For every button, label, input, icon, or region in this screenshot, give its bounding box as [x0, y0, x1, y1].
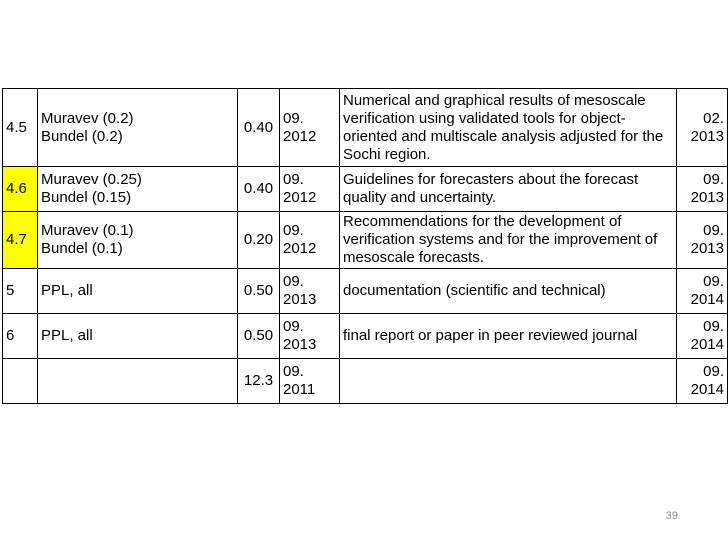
participant: PPL, all	[41, 327, 93, 344]
participants-cell	[38, 314, 238, 359]
effort-value: 0.50	[238, 269, 280, 314]
start-month: 09.	[283, 171, 304, 188]
participants-cell	[38, 167, 238, 212]
participant: Bundel (0.1)	[41, 240, 123, 257]
effort-value: 0.20	[238, 212, 280, 269]
start-year: 2012	[283, 240, 317, 257]
start-date-cell	[280, 167, 340, 212]
table-row-total	[3, 359, 728, 404]
deliverable-description: final report or paper in peer reviewed journal	[340, 314, 677, 359]
start-date-cell	[280, 269, 340, 314]
end-month: 09.	[703, 273, 724, 290]
task-number	[3, 359, 38, 404]
start-year: 2012	[283, 189, 317, 206]
participant: Muravev (0.2)	[41, 109, 134, 127]
task-number: 6	[3, 314, 38, 359]
end-month: 09.	[703, 222, 724, 239]
start-month: 09.	[283, 318, 304, 335]
end-month: 02.	[703, 109, 724, 127]
deliverable-description: Guidelines for forecasters about the forecast quality and uncertainty.	[340, 167, 677, 212]
page-number: 39	[665, 510, 678, 522]
end-year: 2014	[690, 381, 724, 398]
effort-value: 0.40	[238, 167, 280, 212]
deliverable-description	[340, 359, 677, 404]
start-date-cell	[280, 89, 340, 167]
start-year: 2012	[283, 127, 317, 145]
end-date-cell	[677, 167, 728, 212]
participants-cell	[38, 212, 238, 269]
end-year: 2014	[690, 336, 724, 353]
end-month: 09.	[703, 363, 724, 380]
task-number: 4.5	[3, 89, 38, 167]
start-month: 09.	[283, 363, 304, 380]
task-number: 4.7	[3, 212, 38, 269]
end-date-cell	[677, 269, 728, 314]
start-date-cell	[280, 359, 340, 404]
end-month: 09.	[703, 171, 724, 188]
participants-cell	[38, 269, 238, 314]
deliverable-description: Recommendations for the development of verification systems and for the improvement of mesoscale forecasts.	[340, 212, 677, 269]
task-number: 4.6	[3, 167, 38, 212]
participant: Muravev (0.1)	[41, 222, 134, 239]
end-year: 2013	[690, 240, 724, 257]
end-month: 09.	[703, 318, 724, 335]
table-row	[3, 212, 728, 269]
deliverable-description: documentation (scientific and technical)	[340, 269, 677, 314]
deliverable-description: Numerical and graphical results of mesoscale verification using validated tools for object-oriented and multiscale analysis adjusted for the Sochi region.	[340, 89, 677, 167]
end-year: 2013	[690, 189, 724, 206]
start-month: 09.	[283, 222, 304, 239]
task-number: 5	[3, 269, 38, 314]
participants-cell	[38, 89, 238, 167]
end-date-cell	[677, 314, 728, 359]
table-row	[3, 89, 728, 167]
end-date-cell	[677, 359, 728, 404]
effort-value: 0.50	[238, 314, 280, 359]
work-plan-table	[2, 88, 728, 404]
table-row	[3, 314, 728, 359]
start-date-cell	[280, 314, 340, 359]
start-month: 09.	[283, 109, 304, 127]
participant: Muravev (0.25)	[41, 171, 142, 188]
start-date-cell	[280, 212, 340, 269]
end-year: 2014	[690, 291, 724, 308]
participant: Bundel (0.15)	[41, 189, 132, 206]
participant: PPL, all	[41, 282, 93, 299]
start-year: 2011	[283, 381, 316, 398]
end-date-cell	[677, 89, 728, 167]
effort-value: 0.40	[238, 89, 280, 167]
end-date-cell	[677, 212, 728, 269]
start-year: 2013	[283, 291, 317, 308]
effort-total-value: 12.3	[238, 359, 280, 404]
table-row	[3, 167, 728, 212]
participants-cell	[38, 359, 238, 404]
start-year: 2013	[283, 336, 317, 353]
participant: Bundel (0.2)	[41, 127, 123, 145]
start-month: 09.	[283, 273, 304, 290]
end-year: 2013	[690, 127, 724, 145]
table-row	[3, 269, 728, 314]
